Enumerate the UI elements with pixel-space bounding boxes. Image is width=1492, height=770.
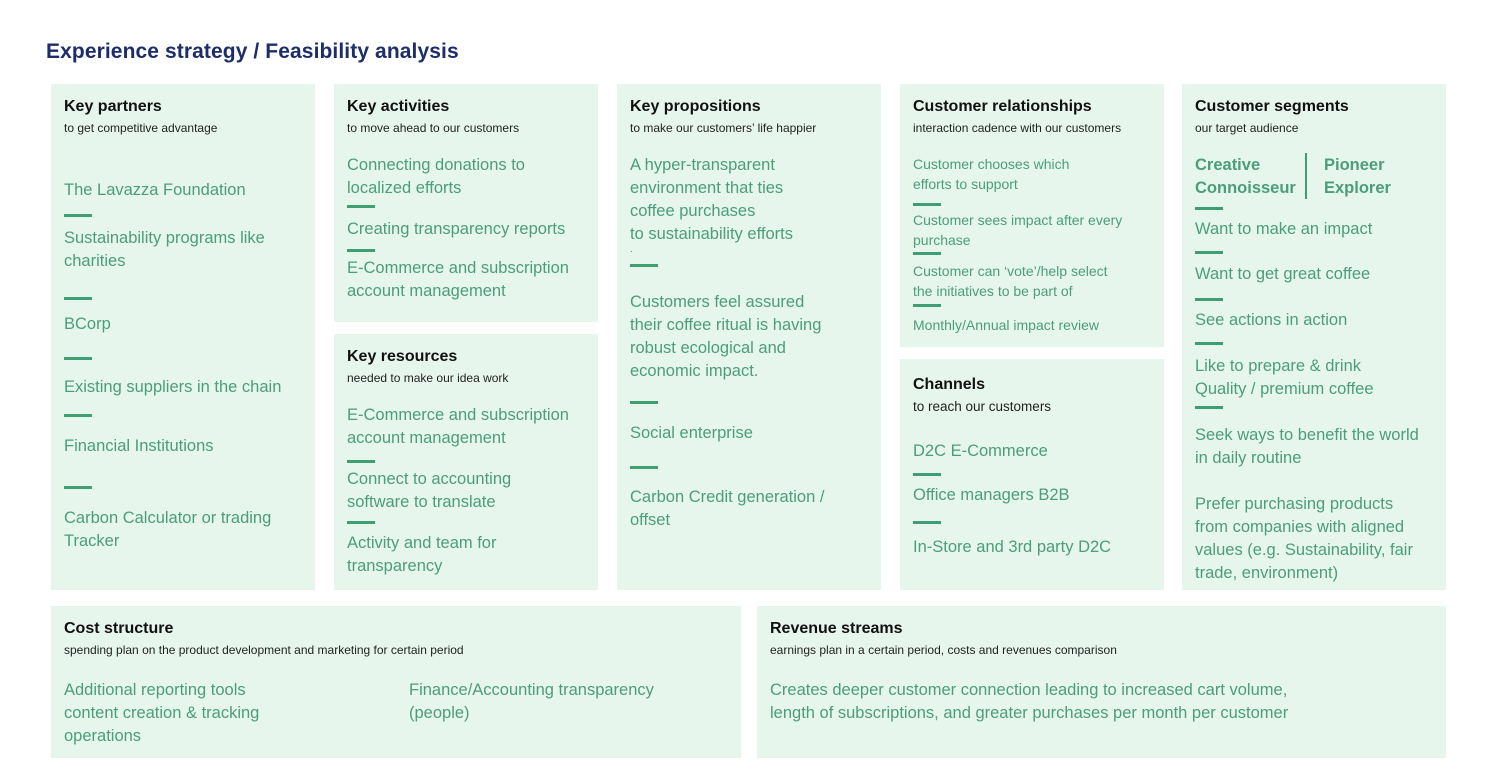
list-item: . <box>630 244 633 255</box>
key-activities-card <box>334 84 598 322</box>
divider <box>1195 251 1223 254</box>
card-title: Revenue streams <box>770 620 903 637</box>
list-item: Customer chooses which efforts to support <box>913 156 1070 192</box>
card-title: Key resources <box>347 348 458 365</box>
divider <box>913 304 941 307</box>
card-title: Key propositions <box>630 98 761 115</box>
list-item: E-Commerce and subscription account management <box>347 259 569 300</box>
divider <box>347 460 375 463</box>
list-item: In-Store and 3rd party D2C <box>913 538 1112 556</box>
list-item: D2C E-Commerce <box>913 442 1048 460</box>
key-propositions-card <box>617 84 881 590</box>
cost-structure-card <box>51 606 741 758</box>
divider <box>64 214 92 217</box>
list-item: Existing suppliers in the chain <box>64 378 282 396</box>
list-item: Customer sees impact after every purchase <box>913 212 1123 248</box>
card-subtitle: to reach our customers <box>913 399 1052 414</box>
list-item: Connect to accounting software to translate <box>347 470 512 511</box>
list-item: Want to get great coffee <box>1195 265 1371 283</box>
divider <box>64 414 92 417</box>
list-item: Want to make an impact <box>1195 220 1373 238</box>
list-item: Customer can ‘vote’/help select the initiatives to be part of <box>913 263 1108 299</box>
divider <box>347 521 375 524</box>
list-item: Connecting donations to localized efforts <box>347 156 525 197</box>
divider <box>630 401 658 404</box>
list-item: Office managers B2B <box>913 486 1070 504</box>
divider <box>1195 342 1223 345</box>
card-title: Customer relationships <box>913 98 1092 115</box>
list-item: Carbon Credit generation / offset <box>630 488 825 529</box>
list-item: Like to prepare & drink Quality / premium coffee <box>1195 357 1374 398</box>
card-title: Cost structure <box>64 620 174 637</box>
divider <box>913 203 941 206</box>
divider <box>630 466 658 469</box>
divider <box>1195 406 1223 409</box>
list-item: Customers feel assured their coffee ritual is having robust ecological and economic impact. <box>630 293 822 380</box>
card-subtitle: interaction cadence with our customers <box>913 121 1122 135</box>
list-item: Prefer purchasing products from companies with aligned values (e.g. Sustainability, fair trade, environment) <box>1195 495 1413 582</box>
list-item: Activity and team for transparency <box>347 534 497 575</box>
segment-creative-connoisseur: Creative Connoisseur <box>1195 156 1296 197</box>
card-title: Key activities <box>347 98 450 115</box>
divider <box>913 473 941 476</box>
list-item: E-Commerce and subscription account management <box>347 406 569 447</box>
divider <box>1195 207 1223 210</box>
segment-divider <box>1305 153 1307 199</box>
list-item: Carbon Calculator or trading Tracker <box>64 509 272 550</box>
card-subtitle: needed to make our idea work <box>347 371 509 385</box>
card-title: Key partners <box>64 98 162 115</box>
divider <box>913 252 941 255</box>
card-title: Channels <box>913 376 986 393</box>
customer-segments-card <box>1182 84 1446 590</box>
list-item: The Lavazza Foundation <box>64 181 246 199</box>
customer-relationships-card <box>900 84 1164 347</box>
list-item: A hyper-transparent environment that ties coffee purchases to sustainability efforts <box>630 156 793 243</box>
divider <box>64 297 92 300</box>
list-item: Monthly/Annual impact review <box>913 317 1099 333</box>
revenue-streams-card <box>757 606 1446 758</box>
card-subtitle: earnings plan in a certain period, costs and revenues comparison <box>770 643 1117 657</box>
divider <box>630 264 658 267</box>
card-subtitle: spending plan on the product development and marketing for certain period <box>64 643 464 657</box>
card-subtitle: our target audience <box>1195 121 1299 135</box>
list-item: Social enterprise <box>630 424 753 442</box>
card-subtitle: to get competitive advantage <box>64 121 218 135</box>
list-item: Creates deeper customer connection leading to increased cart volume, length of subscriptions, and greater purchases per month per customer <box>770 681 1289 722</box>
list-item: Sustainability programs like charities <box>64 229 265 270</box>
page-title: Experience strategy / Feasibility analysis <box>46 40 459 63</box>
divider <box>64 357 92 360</box>
list-item: Financial Institutions <box>64 437 214 455</box>
list-item: Creating transparency reports <box>347 220 566 238</box>
divider <box>913 521 941 524</box>
list-item: Seek ways to benefit the world in daily routine <box>1195 426 1419 467</box>
divider <box>347 249 375 252</box>
channels-card <box>900 359 1164 590</box>
list-item: Finance/Accounting transparency (people) <box>409 681 654 722</box>
card-subtitle: to move ahead to our customers <box>347 121 520 135</box>
list-item: See actions in action <box>1195 311 1348 329</box>
divider <box>1195 298 1223 301</box>
key-partners-card <box>51 84 315 590</box>
list-item: BCorp <box>64 315 111 333</box>
list-item: Additional reporting tools content creation & tracking operations <box>64 681 260 745</box>
card-title: Customer segments <box>1195 98 1349 115</box>
key-resources-card <box>334 334 598 590</box>
segment-pioneer-explorer: Pioneer Explorer <box>1324 156 1391 197</box>
divider <box>347 205 375 208</box>
divider <box>64 486 92 489</box>
card-subtitle: to make our customers’ life happier <box>630 121 817 135</box>
